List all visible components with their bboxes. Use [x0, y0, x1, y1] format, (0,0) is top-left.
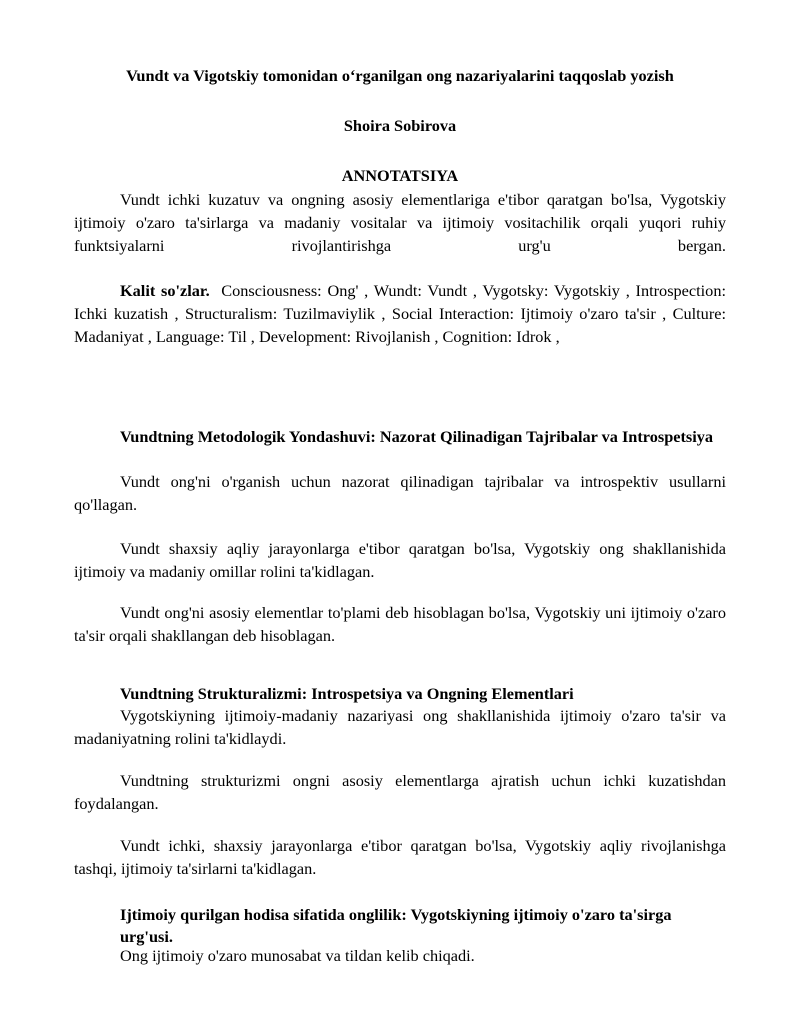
annotation-text: Vundt ichki kuzatuv va ongning asosiy elementlariga e'tibor qaratgan bo'lsa, Vygotskiy ijtimoiy o'zaro ta'sirlarga va madaniy vositalar va ijtimoiy vositachilik orqali yuqori ruhiy funktsiyalarni rivojlantirishga urg'u bergan.: [74, 190, 726, 255]
section-paragraph: Vundtning strukturizmi ongni asosiy elementlarga ajratish uchun ichki kuzatishdan foydalangan.: [74, 771, 726, 813]
keywords-label: Kalit so'zlar.: [120, 281, 210, 300]
keywords-text: Consciousness: Ong' , Wundt: Vundt , Vygotsky: Vygotskiy , Introspection: Ichki kuzatish , Structuralism: Tuzilmaviylik , Social Interaction: Ijtimoiy o'zaro ta'sir , Culture: Madaniyat , Language: Til , Development: Rivojlanish , Cognition: Idrok ,: [74, 281, 726, 346]
section-paragraph: Vundt ong'ni asosiy elementlar to'plami deb hisoblagan bo'lsa, Vygotskiy uni ijtimoiy o'zaro ta'sir orqali shakllangan deb hisoblagan.: [74, 603, 726, 645]
paper-title: Vundt va Vigotskiy tomonidan o‘rganilgan ong nazariyalarini taqqoslab yozish: [126, 66, 674, 85]
section-paragraph: Vundt shaxsiy aqliy jarayonlarga e'tibor qaratgan bo'lsa, Vygotskiy ong shakllanishida ijtimoiy va madaniy omillar rolini ta'kidlagan.: [74, 539, 726, 581]
keywords-paragraph: [74, 279, 726, 348]
section-heading: Vundtning Strukturalizmi: Introspetsiya va Ongning Elementlari: [120, 684, 574, 703]
annotation-heading: ANNOTATSIYA: [341, 166, 459, 185]
section-paragraph: Vundt ichki, shaxsiy jarayonlarga e'tibor qaratgan bo'lsa, Vygotskiy aqliy rivojlanishga tashqi, ijtimoiy ta'sirlarni ta'kidlagan.: [74, 836, 726, 878]
section-heading: Ijtimoiy qurilgan hodisa sifatida onglilik: Vygotskiyning ijtimoiy o'zaro ta'sirga urg'usi.: [120, 905, 672, 946]
section-paragraph: Ong ijtimoiy o'zaro munosabat va tildan kelib chiqadi.: [120, 946, 475, 965]
section-paragraph: Vygotskiyning ijtimoiy-madaniy nazariyasi ong shakllanishida ijtimoiy o'zaro ta'sir va madaniyatning rolini ta'kidlaydi.: [74, 706, 726, 748]
section-paragraph: Vundt ong'ni o'rganish uchun nazorat qilinadigan tajribalar va introspektiv usullarni qo'llagan.: [74, 472, 726, 514]
section-heading: Vundtning Metodologik Yondashuvi: Nazorat Qilinadigan Tajribalar va Introspetsiya: [120, 427, 714, 446]
author-name: Shoira Sobirova: [343, 116, 457, 135]
